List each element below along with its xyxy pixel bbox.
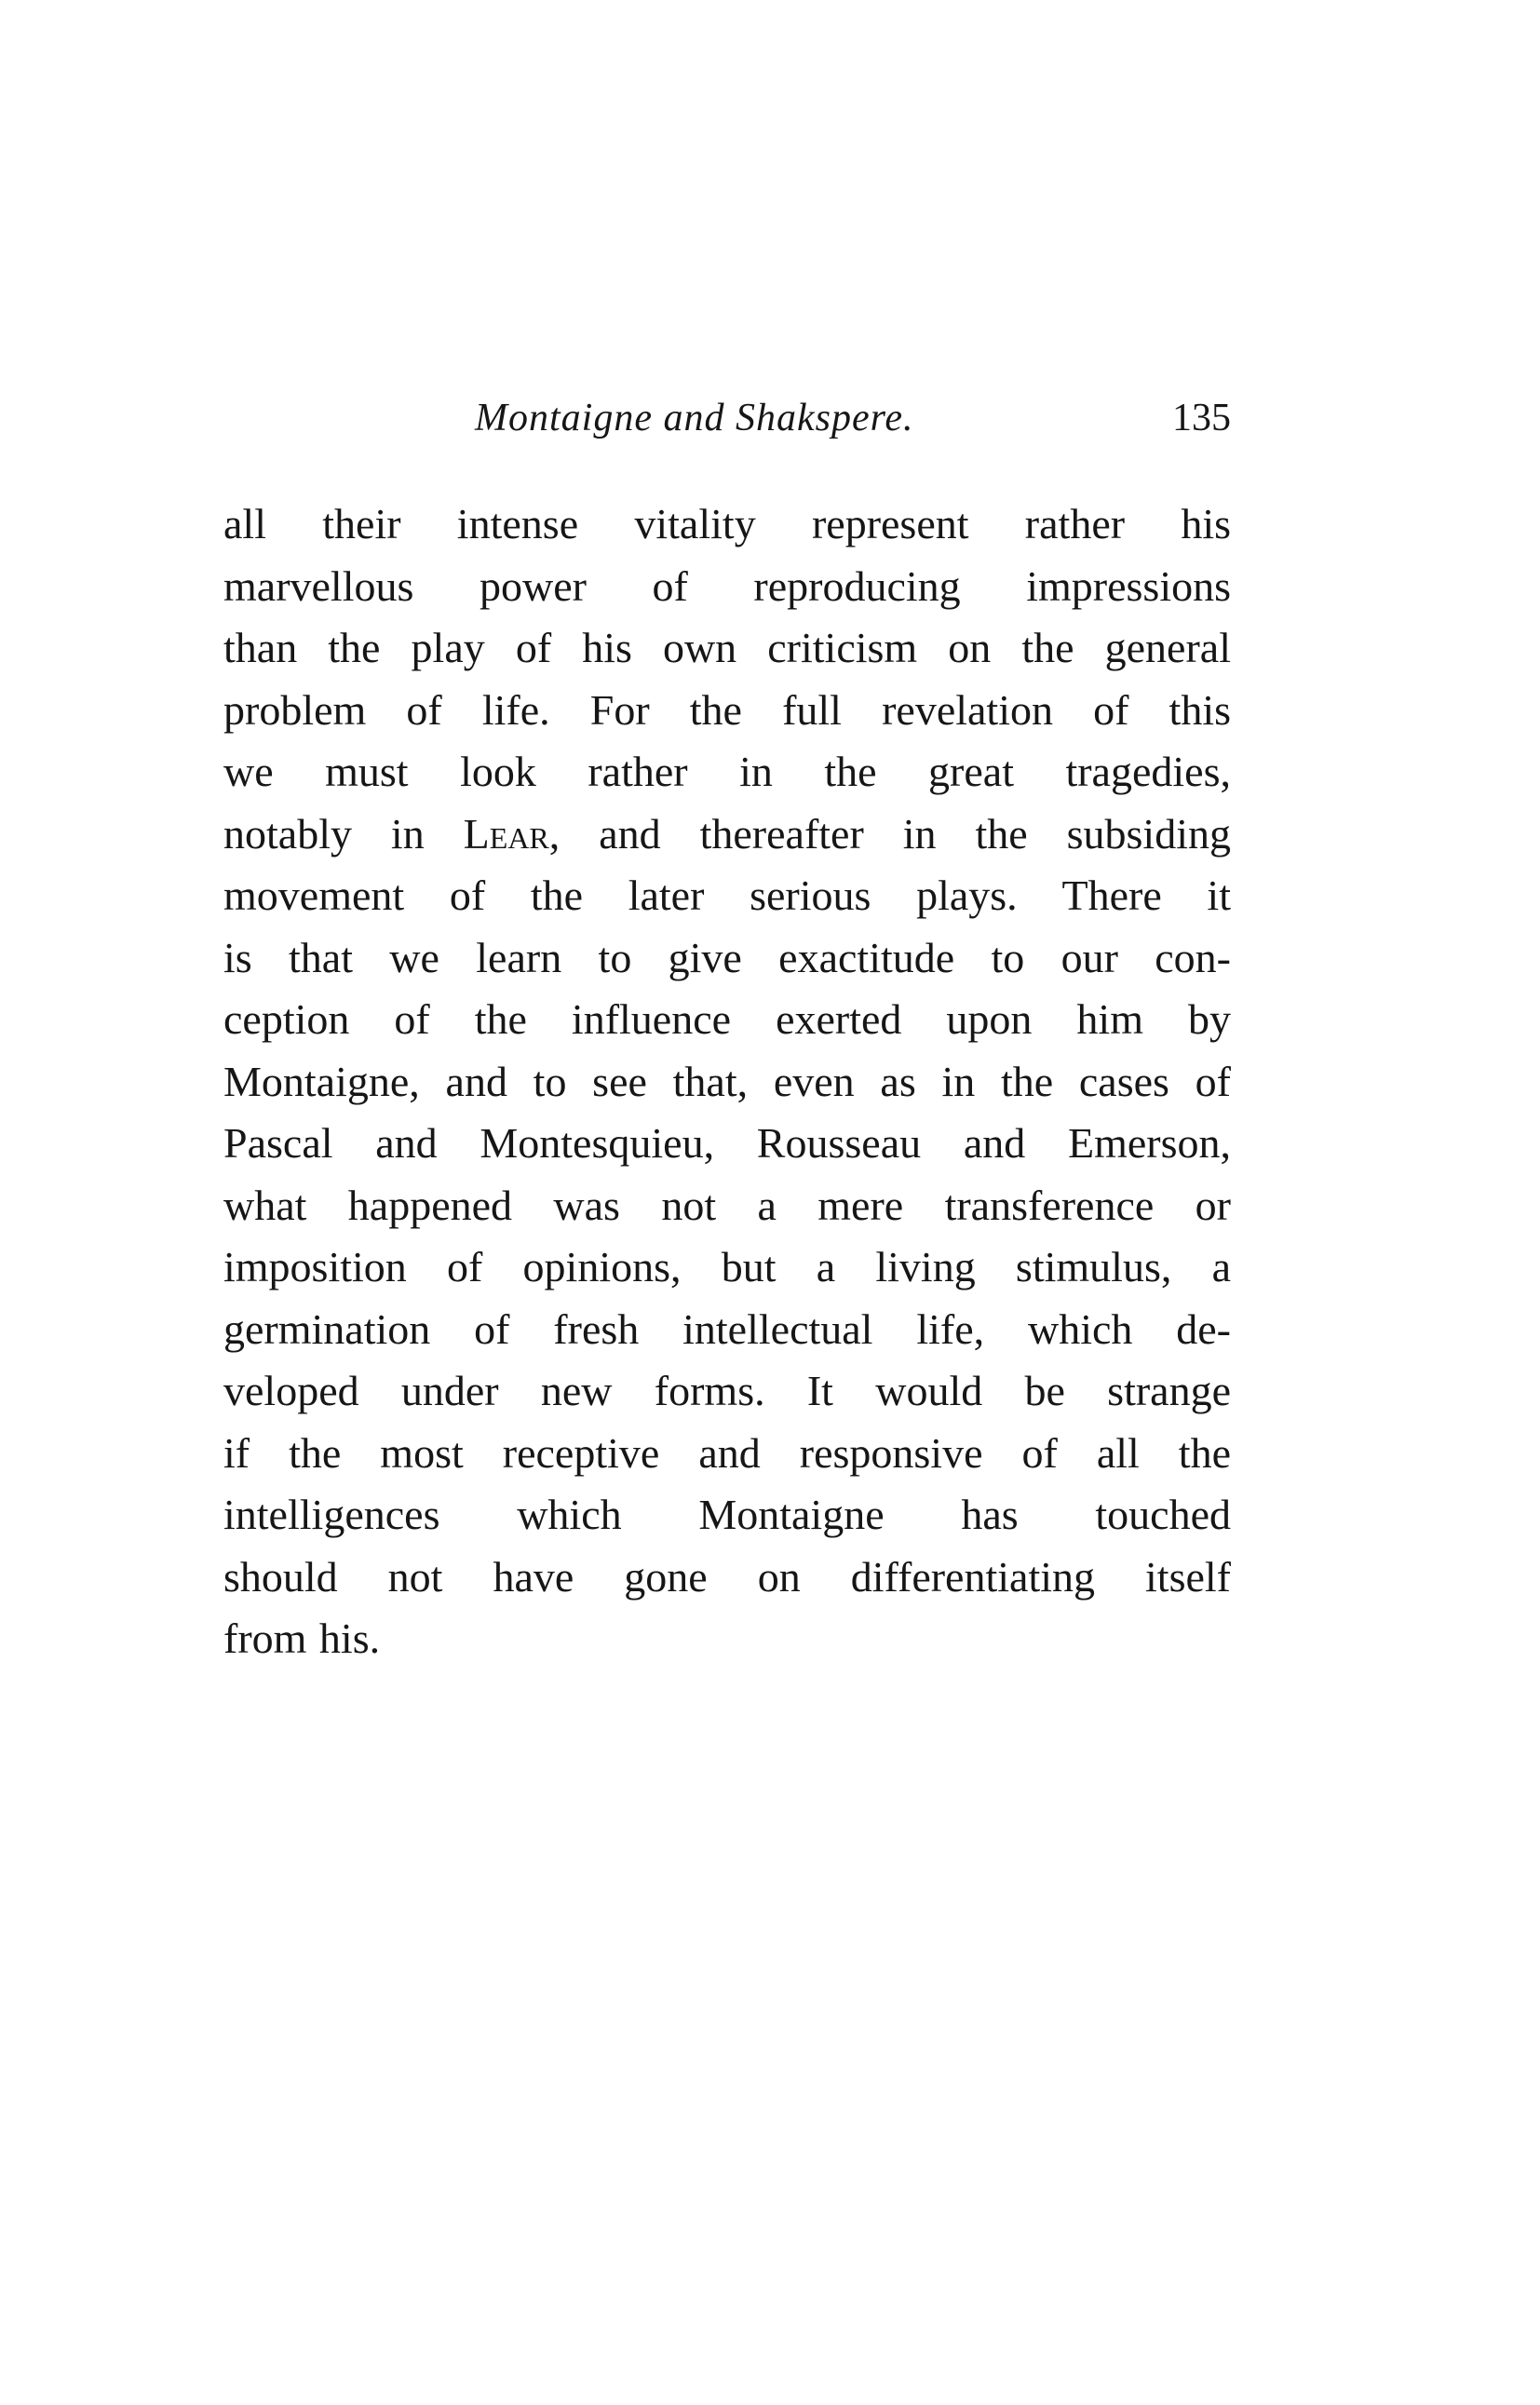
play-title-lear: Lear <box>463 809 549 858</box>
text-line <box>223 804 1231 866</box>
text-line: we must look rather in the great tragedies, <box>223 748 1231 795</box>
text-line: all their intense vitality represent rather his <box>223 500 1231 547</box>
running-title: Montaigne and Shakspere. <box>475 397 914 439</box>
body-paragraph <box>223 493 1231 1670</box>
text-line: should not have gone on differentiating itself <box>223 1552 1231 1601</box>
text-line: intelligences which Montaigne has touched <box>223 1491 1231 1538</box>
line-prefix: notably in <box>223 809 464 858</box>
page-number: 135 <box>1172 397 1231 439</box>
text-line: is that we learn to give exactitude to our con- <box>223 933 1231 981</box>
text-line: veloped under new forms. It would be strange <box>223 1367 1231 1414</box>
text-line: marvellous power of reproducing impressions <box>223 561 1231 610</box>
text-line: than the play of his own criticism on the general <box>223 624 1231 671</box>
text-line: imposition of opinions, but a living stimulus, a <box>223 1243 1231 1290</box>
text-line: germination of fresh intellectual life, which de- <box>223 1304 1231 1353</box>
text-line: what happened was not a mere transference or <box>223 1181 1231 1229</box>
line-suffix: , and thereafter in the subsiding <box>548 809 1231 858</box>
text-line: Montaigne, and to see that, even as in the cases of <box>223 1057 1231 1105</box>
text-line: from his. <box>223 1615 381 1662</box>
text-line: problem of life. For the full revelation of this <box>223 685 1231 734</box>
text-line: if the most receptive and responsive of all the <box>223 1428 1231 1477</box>
text-line: movement of the later serious plays. There it <box>223 871 1231 919</box>
text-line: ception of the influence exerted upon him by <box>223 995 1231 1043</box>
running-head <box>223 396 1231 452</box>
text-line: Pascal and Montesquieu, Rousseau and Emerson, <box>223 1119 1231 1167</box>
